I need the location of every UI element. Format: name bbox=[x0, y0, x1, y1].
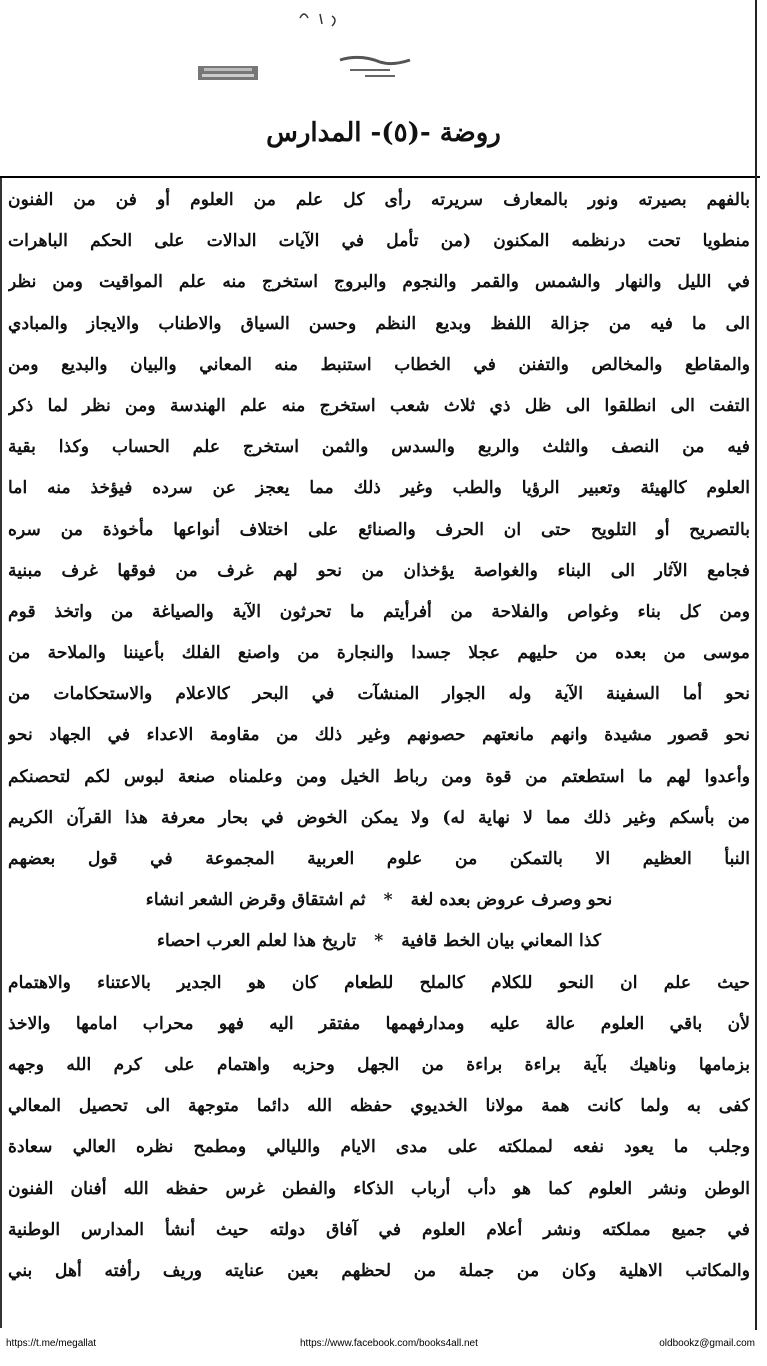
text-line: وجلب ما يعود نفعه لمملكته على مدى الايام والليالي ومطمح نظره العالي سعادة bbox=[8, 1137, 750, 1158]
header-divider bbox=[0, 176, 760, 178]
text-line: فيه من النصف والثلث والربع والسدس والثمن استخرج علم الحساب وكذا بقية bbox=[8, 437, 750, 458]
verse-second-hemistich: تاريخ هذا لعلم العرب احصاء bbox=[156, 931, 357, 952]
text-line: في جميع مملكته ونشر أعلام العلوم في آفاق دولته حيث أنشأ المدارس الوطنية bbox=[8, 1219, 750, 1240]
verse-separator: * bbox=[383, 890, 393, 911]
verse-first-hemistich: كذا المعاني بيان الخط قافية bbox=[401, 931, 602, 952]
right-margin-line bbox=[755, 0, 757, 1330]
email-link[interactable]: oldbookz@gmail.com bbox=[659, 1338, 755, 1349]
text-line: بزمامها وناهيك بآية براءة براءة من الجهل وحزبه واهتمام على كرم الله وجهه bbox=[8, 1054, 750, 1075]
text-line: التفت الى انطلقوا الى ظل ذي ثلاث شعب استخرج منه علم الهندسة ومن نظر لما ذكر bbox=[8, 395, 750, 416]
text-line: في الليل والنهار والشمس والقمر والنجوم والبروج استخرج منه علم المواقيت ومن نظر bbox=[8, 272, 750, 293]
text-line: الوطن ونشر العلوم كما هو دأب أرباب الذكاء والفطن غرس حفظه الله أفنان الفنون bbox=[8, 1178, 750, 1199]
text-line: والمكاتب الاهلية وكان من جملة من لحظهم بعين عنايته وريف رأفته أهل بني bbox=[8, 1260, 750, 1281]
text-line: الى ما فيه من جزالة اللفظ وبديع النظم وحسن السياق والاطناب والايجاز والمبادي bbox=[8, 313, 750, 334]
page-title: روضة -(٥)- المدارس bbox=[266, 118, 501, 148]
poem-verse bbox=[8, 921, 750, 962]
text-line: موسى من بعده من حليهم عجلا جسدا والنجارة من واصنع الفلك بأعيننا والملاحة من bbox=[8, 643, 750, 664]
text-line: العلوم كالهيئة وتعبير الرؤيا والطب وغير ذلك مما يعجز عن سرده فيؤخذ منه اما bbox=[8, 478, 750, 499]
text-line: من بأسكم وغير ذلك مما لا نهاية له) ولا يمكن الخوض في بحار معرفة هذا القرآن الكريم bbox=[8, 807, 750, 828]
text-line: ومن كل بناء وغواص والفلاحة من أفرأيتم ما تحرثون الآية والصياغة من واتخذ قوم bbox=[8, 601, 750, 622]
text-line: لأن باقي العلوم عالة عليه ومدارفهمها مفتقر اليه فهو محراب امامها والاخذ bbox=[8, 1013, 750, 1034]
text-line: بالفهم بصيرته ونور بالمعارف سريرته رأى كل علم من العلوم أو فن من الفنون bbox=[8, 190, 750, 210]
text-body bbox=[8, 180, 750, 1292]
text-line: فجامع الآثار الى البناء والغواصة يؤخذان من نحو لهم غرف من فوقها غرف مبنية bbox=[8, 560, 750, 581]
facebook-link[interactable]: https://www.facebook.com/books4all.net bbox=[300, 1338, 478, 1349]
text-line: النبأ العظيم الا بالتمكن من علوم العربية المجموعة في قول بعضهم bbox=[8, 849, 750, 869]
text-line: بالتصريح أو التلويح حتى ان الحرف والصنائع على اختلاف أنواعها مأخوذة من سره bbox=[8, 519, 750, 540]
poem-verse bbox=[8, 880, 750, 921]
stamp-scribble-icon bbox=[190, 4, 440, 94]
text-line: والمقاطع والمخالص والتفنن في الخطاب استنبط منه المعاني والبيان والبديع ومن bbox=[8, 354, 750, 375]
library-stamp bbox=[190, 4, 440, 94]
page-footer bbox=[0, 1330, 767, 1366]
verse-second-hemistich: ثم اشتقاق وقرض الشعر انشاء bbox=[145, 890, 366, 911]
text-line: نحو أما السفينة الآية وله الجوار المنشآت في البحر كالاعلام والاستحكامات من bbox=[8, 684, 750, 705]
telegram-link[interactable]: https://t.me/megallat bbox=[6, 1338, 97, 1349]
text-line: كفى به ولما كانت همة مولانا الخديوي حفظه الله دائما متوجهة الى تحصيل المعالي bbox=[8, 1096, 750, 1117]
text-line: منطويا تحت درنظمه المكنون (من تأمل في الآيات الدالات على الحكم الباهرات bbox=[8, 231, 750, 252]
text-line: حيث علم ان النحو للكلام كالملح للطعام كان هو الجدير بالاعتناء والاهتمام bbox=[8, 972, 750, 993]
verse-separator: * bbox=[374, 931, 384, 952]
text-line: وأعدوا لهم ما استطعتم من قوة ومن رباط الخيل ومن وعلمناه صنعة لبوس لكم لتحصنكم bbox=[8, 766, 750, 787]
left-margin-line bbox=[0, 178, 2, 1328]
text-line: نحو قصور مشيدة وانهم مانعتهم حصونهم وغير ذلك من مقاومة الاعداء في الجهاد نحو bbox=[8, 725, 750, 746]
verse-first-hemistich: نحو وصرف عروض بعده لغة bbox=[410, 890, 613, 911]
